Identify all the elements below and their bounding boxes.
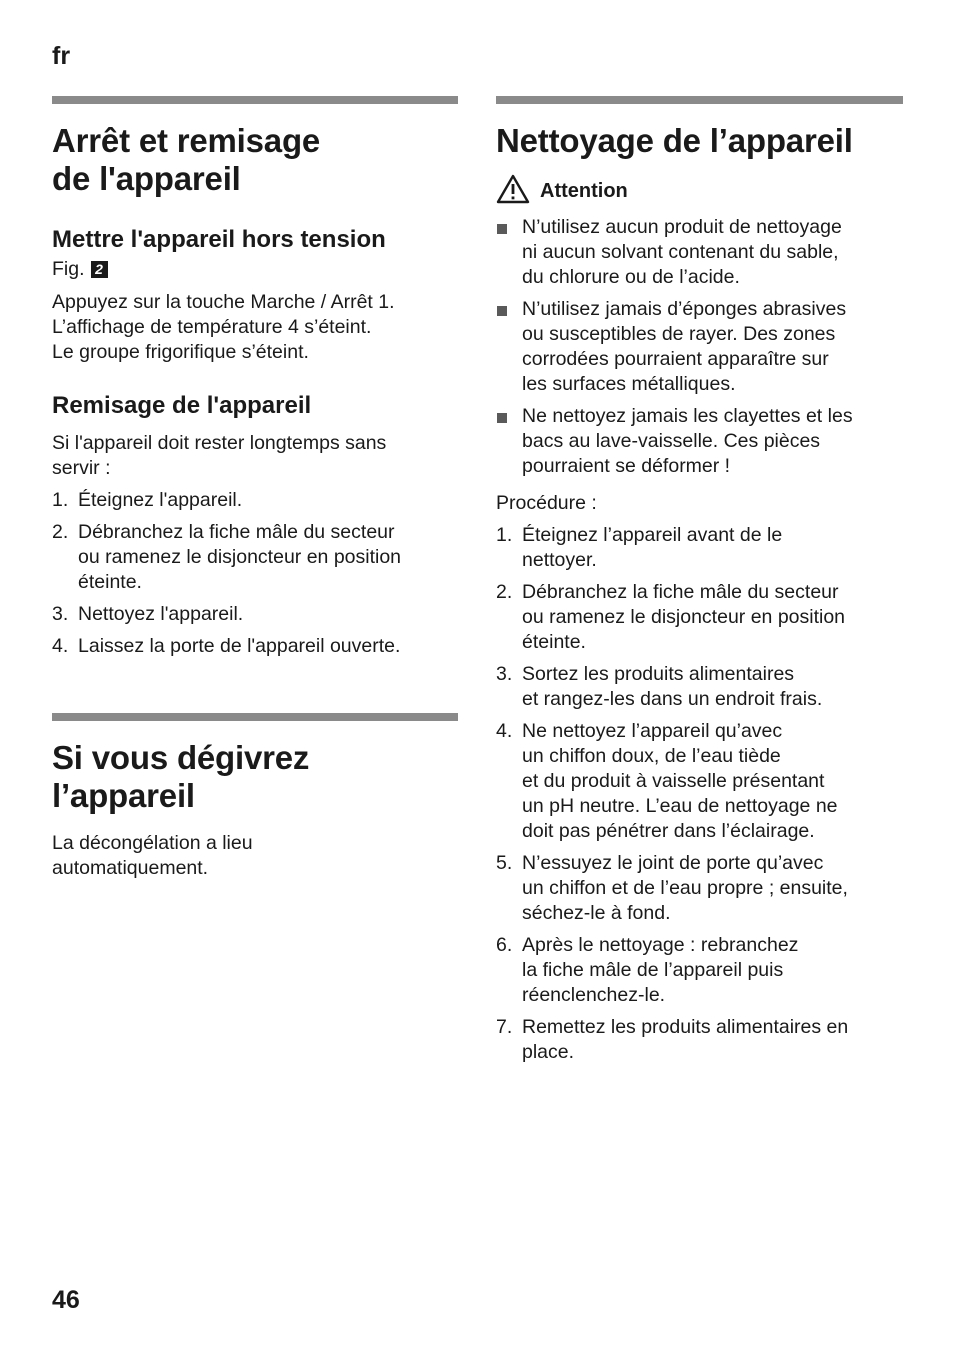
- section-rule: [52, 713, 458, 721]
- list-item: 6. Après le nettoyage : rebranchez la fiche mâle de l’appareil puis réenclenchez-le.: [496, 934, 799, 1006]
- section-rule: [52, 96, 458, 104]
- list-item: 2. Débranchez la fiche mâle du secteur ou ramenez le disjoncteur en position éteinte.: [496, 581, 846, 653]
- section-title-defrost: Si vous dégivrez l’appareil: [52, 739, 310, 814]
- attention-label: Attention: [540, 180, 628, 202]
- list-item: 1. Éteignez l'appareil.: [52, 489, 243, 511]
- left-column: [52, 96, 458, 881]
- list-item: Ne nettoyez jamais les clayettes et les bacs au lave-vaisselle. Ces pièces pourraient se déformer !: [496, 404, 903, 479]
- defrost-text: La décongélation a lieu automatiquement.: [52, 832, 253, 879]
- figure-number-badge: 2: [91, 261, 108, 278]
- procedure-label: Procédure :: [496, 492, 597, 514]
- list-item: 2. Débranchez la fiche mâle du secteur ou ramenez le disjoncteur en position éteinte.: [52, 521, 402, 593]
- list-item: 4. Laissez la porte de l'appareil ouverte.: [52, 635, 401, 657]
- storage-intro: Si l'appareil doit rester longtemps sans servir :: [52, 432, 387, 479]
- power-off-text: Appuyez sur la touche Marche / Arrêt 1. L’affichage de température 4 s’éteint. Le groupe frigorifique s’éteint.: [52, 291, 395, 363]
- attention-header: [496, 174, 903, 209]
- right-column: [496, 96, 903, 1065]
- section-title-cleaning: Nettoyage de l’appareil: [496, 122, 853, 159]
- cleaning-steps: [496, 523, 903, 1065]
- section-rule: [496, 96, 903, 104]
- bullet-square-icon: [497, 224, 507, 234]
- list-item: 7. Remettez les produits alimentaires en place.: [496, 1016, 849, 1063]
- list-item: 1. Éteignez l’appareil avant de le nettoyer.: [496, 524, 783, 571]
- subsection-title-storage: Remisage de l'appareil: [52, 392, 312, 419]
- warning-triangle-icon: [496, 174, 530, 209]
- bullet-square-icon: [497, 413, 507, 423]
- section-title-switch-off: Arrêt et remisage de l'appareil: [52, 122, 321, 197]
- list-item: 3. Sortez les produits alimentaires et rangez-les dans un endroit frais.: [496, 663, 823, 710]
- warning-list: [496, 215, 903, 479]
- list-item: 3. Nettoyez l'appareil.: [52, 603, 244, 625]
- list-item: N’utilisez jamais d’éponges abrasives ou susceptibles de rayer. Des zones corrodées pourraient apparaître sur les surfaces métalliques.: [496, 297, 903, 397]
- storage-steps: [52, 488, 458, 659]
- list-item: 4. Ne nettoyez l’appareil qu’avec un chiffon doux, de l’eau tiède et du produit à vaisselle présentant un pH neutre. L’eau de nettoyage ne doit pas pénétrer dans l’éclairage.: [496, 720, 838, 842]
- language-label: fr: [52, 42, 71, 70]
- list-item: 5. N’essuyez le joint de porte qu’avec un chiffon et de l’eau propre ; ensuite, séchez-le à fond.: [496, 852, 848, 924]
- list-item: N’utilisez aucun produit de nettoyage ni aucun solvant contenant du sable, du chlorure ou de l’acide.: [496, 215, 903, 290]
- subsection-title-power-off: Mettre l'appareil hors tension: [52, 226, 386, 253]
- bullet-square-icon: [497, 306, 507, 316]
- page-number: 46: [52, 1286, 80, 1314]
- figure-reference: Fig. 2: [52, 257, 458, 282]
